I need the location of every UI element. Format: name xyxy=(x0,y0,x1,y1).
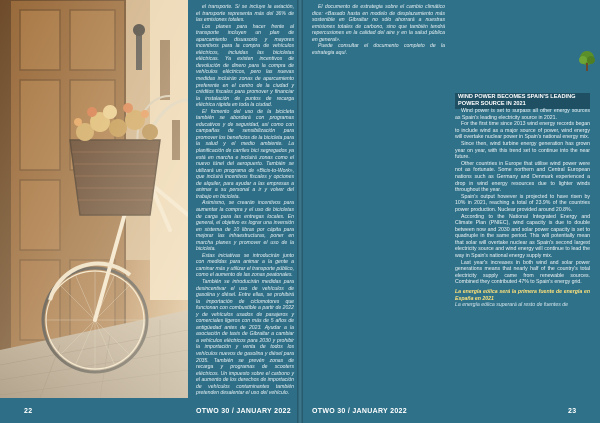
right-publication-footer: OTWO 30 / JANUARY 2022 xyxy=(312,408,407,415)
right-paragraph: Other countries in Europe that utilise wind power were not as fortunate. Some northern and Central European nations such as Germany and Denmark experienced a drop in wind energy resources due to lighter winds throughout the year. xyxy=(455,160,590,194)
article-headline: WIND POWER BECOMES SPAIN'S LEADING POWER SOURCE IN 2021 xyxy=(455,93,590,109)
left-page-number: 22 xyxy=(24,408,33,415)
left-publication-footer: OTWO 30 / JANUARY 2022 xyxy=(196,408,291,415)
left-paragraph: El fomento del uso de la bicicleta también se abordará con programas educativos y de seguridad, así como con campañas de sensibilización para promover los beneficios de la bicicleta para la salud y el medio ambiente. La planificación de carriles bici segregados ya está en marcha e incluirá zonas como el nuevo túnel del aeropuerto. También se utilizará un programa de «Bicis-to-Work», que incluirá incentivos fiscales y opciones de alquiler, para ayudar a las empresas a animar a su personal a ir y volver del trabajo en bicicleta. xyxy=(196,108,294,200)
left-article-column xyxy=(196,4,294,397)
right-article-column-1 xyxy=(312,4,445,56)
right-paragraph: Wind power is set to surpass all other energy sources as Spain's leading electricity source in 2021. xyxy=(455,108,590,121)
left-paragraph: Asimismo, se crearán incentivos para aumentar la compra y el uso de bicicletas de carga para las entregas locales. En general, el objetivo es lograr una inversión en sistema de 10 libras por cápita para mejorar las infraestructuras, poner en marcha planes y promover el uso de la bicicleta. xyxy=(196,200,294,253)
left-paragraph: También se introducirán medidas para desincentivar el uso de vehículos de gasolina y diésel. Entre ellas, se prohibirá la importación de ciclomotores que funcionan con combustible a partir de 2022 y de vehículos usados de pasajeros y comerciales ligeros con más de 5 años de antigüedad antes de 2023. Ayudar a la asociación de taxis de Gibraltar a cambiar a vehículos eléctricos para 2030 y prohibir la importación y venta de todos los vehículos nuevos de gasolina y diésel para 2035. También se prevén zonas de recarga y programas de scooters eléctricos. Un impuesto sobre el carbono y el aumento de los derechos de importación de vehículos contaminantes también pretenden desalentar el uso del vehículo. xyxy=(196,278,294,397)
right-paragraph: For the first time since 2013 wind energy records began to include wind as a major source of power, wind energy will overtake nuclear power in Spain's national energy mix. xyxy=(455,121,590,141)
right-paragraph: Since then, wind turbine energy generation has grown year on year, with this trend set to continue into the near future. xyxy=(455,140,590,161)
left-paragraph: el transporte. Si se incluye la aviación, el transporte representa más del 36% de las emisiones totales. xyxy=(196,4,294,24)
right-paragraph: According to the National Integrated Energy and Climate Plan (PNIEC), wind capacity is due to double between now and 2030 and solar power capacity is set to quadruple in the same period. This will potentially mean that solar will overtake nuclear as Spain's second largest electricity source and wind energy will continue to lead the way in Spain's national energy supply mix. xyxy=(455,213,590,260)
tree-logo-icon xyxy=(578,50,596,74)
right-article-column-2 xyxy=(455,108,590,309)
right-paragraph: El documento de estrategia sobre el cambio climático dice: «Basado hasta en modelo de desplazamiento más sostenible en Gibraltar no sólo ahorrará a nuestras emisiones totales de carbono, sino que también tendrá repercusiones en la calidad del aire y en la salud pública en general». xyxy=(312,4,445,43)
left-paragraph: Los planes para hacer frente al transporte incluyen un plan de aparcamiento disuasorio y mayores incentivos para la compra de vehículos eléctricos, incluidas las bicicletas eléctricas. Ya existen incentivos de devolución de dinero para la compra de vehículos eléctricos, pero las nuevas medidas incluirán zonas de aparcamiento preferente en el centro de la ciudad y créditos fiscales para promover y financiar la instalación de puntos de recarga eléctrica rápida en toda la ciudad. xyxy=(196,23,294,109)
right-paragraph: Last year's increases in both wind and solar power generations means that nearly half of the country's total electricity supply came from renewable sources. Combined they contributed 47% to Spain's energy grid. xyxy=(455,259,590,286)
right-paragraph: Puede consultar el documento completo de la estrategia aquí. xyxy=(312,43,445,56)
spanish-subheading: La energía eólica será la primera fuente de energía en España en 2021 xyxy=(455,289,590,302)
left-paragraph: Estas iniciativas se introducirán junto con medidas para animar a la gente a caminar más y utilizar el transporte público, como el aumento de las zonas peatonales. xyxy=(196,252,294,279)
bicycle-with-flower-basket-photo xyxy=(0,0,188,398)
page-gutter xyxy=(297,0,303,423)
right-paragraph: Spain's output however is projected to have risen by 10% in 2021, reaching a total of 23.9% of the countries power production. Nuclear provided around 20.8%. xyxy=(455,193,590,213)
spanish-intro-text: La energía eólica superará al resto de fuentes de xyxy=(455,302,569,309)
right-page-number: 23 xyxy=(568,408,577,415)
